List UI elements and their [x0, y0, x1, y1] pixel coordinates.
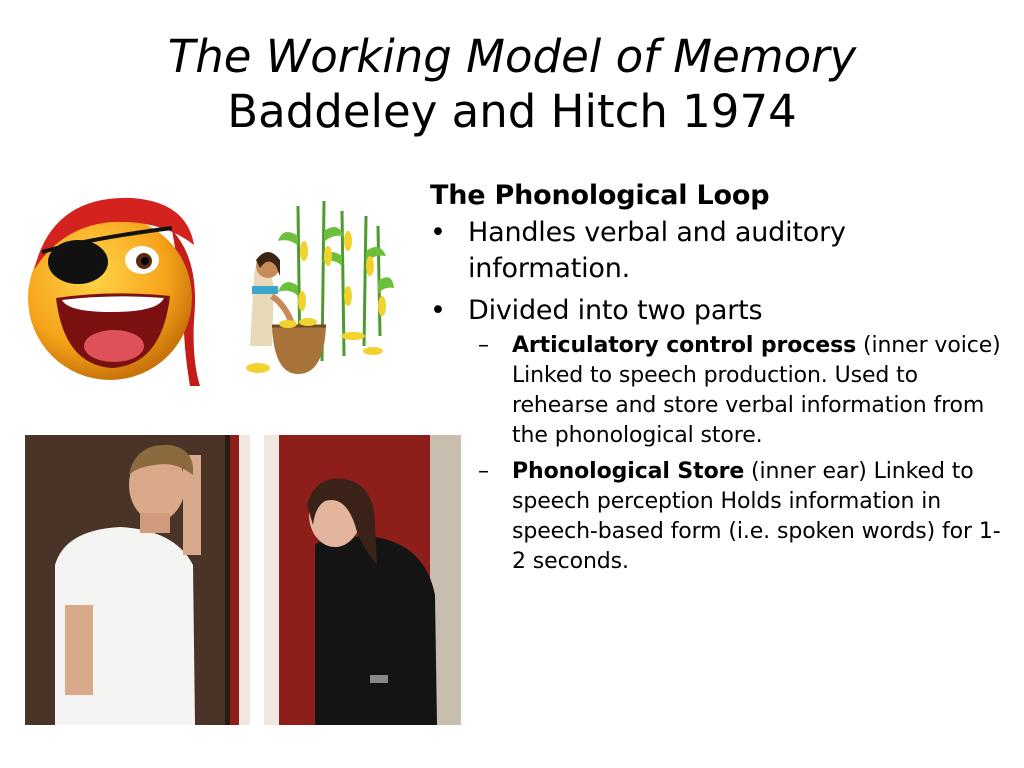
- content-area: [430, 180, 1010, 577]
- bullet-glyph: •: [430, 295, 446, 326]
- dash-glyph: –: [478, 333, 489, 358]
- title-main: The Working Model of Memory: [167, 30, 857, 83]
- bullet-item: [430, 293, 1010, 329]
- pirate-smiley-icon: [22, 190, 208, 390]
- couple-talking-photo: [25, 435, 461, 725]
- slide-title: [0, 30, 1024, 140]
- bullet-text: Divided into two parts: [468, 295, 763, 326]
- sub-bullet-text: (inner ear) Linked to speech perception Holds information in speech-based form (i.e. spoken words) for 1-2 seconds.: [512, 459, 1001, 574]
- sub-bullet-text: (inner voice) Linked to speech production. Used to rehearse and store verbal information from the phonological store.: [512, 333, 1001, 448]
- corn-harvest-icon: [238, 196, 394, 378]
- bullet-glyph: •: [430, 217, 446, 248]
- sub-bullet-item: [430, 457, 1010, 577]
- dash-glyph: –: [478, 459, 489, 484]
- section-heading: The Phonological Loop: [430, 180, 770, 211]
- sub-bullet-item: [430, 331, 1010, 451]
- title-subtitle: Baddeley and Hitch 1974: [227, 84, 797, 138]
- bullet-item: [430, 215, 1010, 287]
- sub-bullet-term: Phonological Store: [512, 459, 745, 484]
- bullet-text: Handles verbal and auditory information.: [468, 217, 846, 284]
- sub-bullet-term: Articulatory control process: [512, 333, 857, 358]
